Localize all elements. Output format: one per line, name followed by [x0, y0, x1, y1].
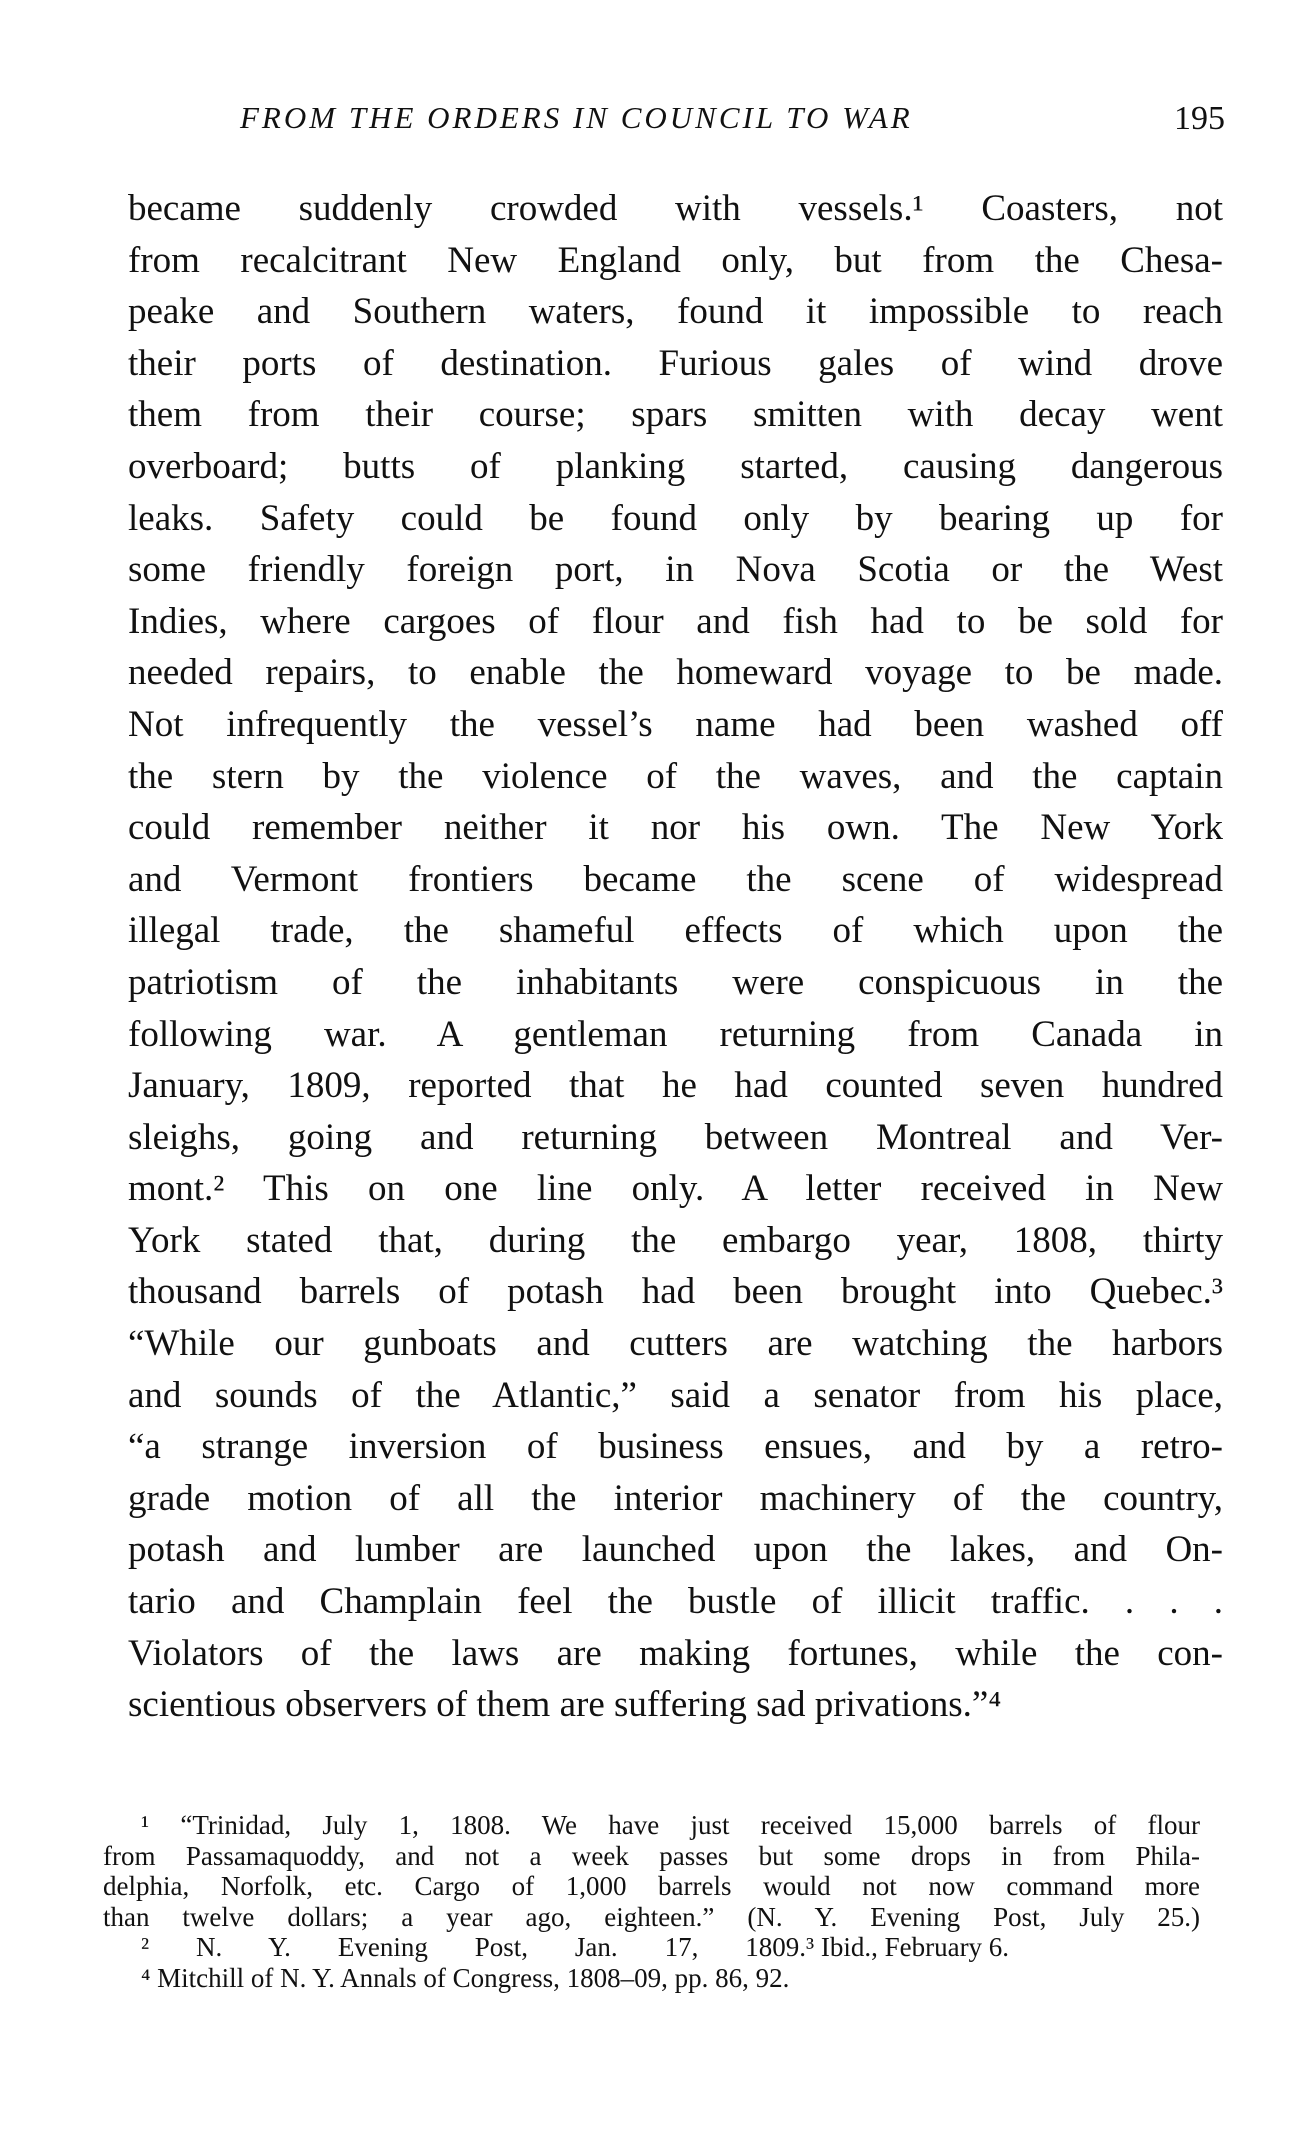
body-line: and Vermont frontiers became the scene of widespread — [128, 858, 1223, 900]
body-line: thousand barrels of potash had been brought into Quebec.³ — [128, 1271, 1223, 1313]
body-line: York stated that, during the embargo year, 1808, thirty — [128, 1219, 1223, 1261]
body-line: sleighs, going and returning between Montreal and Ver- — [128, 1116, 1223, 1158]
body-line: and sounds of the Atlantic,” said a senator from his place, — [128, 1374, 1223, 1416]
body-line: scientious observers of them are suffering sad privations.”⁴ — [128, 1684, 1002, 1726]
body-line: January, 1809, reported that he had counted seven hundred — [128, 1065, 1223, 1107]
page-number: 195 — [1174, 100, 1225, 137]
body-line: “a strange inversion of business ensues, and by a retro- — [128, 1426, 1223, 1468]
body-line: some friendly foreign port, in Nova Scotia or the West — [128, 549, 1223, 591]
footnote-2: ² N. Y. Evening Post, Jan. 17, 1809. — [141, 1932, 806, 1962]
body-line: from recalcitrant New England only, but from the Chesa- — [128, 239, 1223, 281]
footnote-1-line: from Passamaquoddy, and not a week passes but some drops in from Phila- — [103, 1840, 1200, 1871]
body-line: grade motion of all the interior machinery of the country, — [128, 1477, 1223, 1519]
body-line: leaks. Safety could be found only by bearing up for — [128, 497, 1223, 539]
body-line: their ports of destination. Furious gales of wind drove — [128, 342, 1223, 384]
body-line: the stern by the violence of the waves, and the captain — [128, 755, 1223, 797]
body-line: Violators of the laws are making fortunes, while the con- — [128, 1632, 1223, 1674]
body-line: peake and Southern waters, found it impossible to reach — [128, 291, 1223, 333]
footnote-4: ⁴ Mitchill of N. Y. Annals of Congress, 1808–09, pp. 86, 92. — [141, 1962, 790, 1993]
footnote-row — [103, 1932, 1200, 1963]
body-line: them from their course; spars smitten with decay went — [128, 394, 1223, 436]
body-line: illegal trade, the shameful effects of which upon the — [128, 910, 1223, 952]
body-line: Indies, where cargoes of flour and fish had to be sold for — [128, 600, 1223, 642]
body-line: “While our gunboats and cutters are watching the harbors — [128, 1323, 1223, 1365]
body-line: mont.² This on one line only. A letter received in New — [128, 1168, 1223, 1210]
footnote-1-line: than twelve dollars; a year ago, eighteen.” (N. Y. Evening Post, July 25.) — [103, 1901, 1200, 1932]
running-title: FROM THE ORDERS IN COUNCIL TO WAR — [240, 100, 913, 135]
body-text — [128, 183, 1223, 1731]
footnotes — [103, 1810, 1200, 1993]
footnote-1-line: delphia, Norfolk, etc. Cargo of 1,000 barrels would not now command more — [103, 1871, 1200, 1901]
body-line: tario and Champlain feel the bustle of illicit traffic. . . . — [128, 1581, 1223, 1623]
footnote-1-line: ¹ “Trinidad, July 1, 1808. We have just received 15,000 barrels of flour — [141, 1810, 1200, 1840]
body-line: became suddenly crowded with vessels.¹ Coasters, not — [128, 188, 1223, 229]
body-line: could remember neither it nor his own. The New York — [128, 807, 1223, 849]
body-line: Not infrequently the vessel’s name had been washed off — [128, 703, 1223, 745]
body-line: needed repairs, to enable the homeward voyage to be made. — [128, 652, 1223, 694]
body-line: patriotism of the inhabitants were conspicuous in the — [128, 961, 1223, 1003]
running-header — [240, 100, 1225, 150]
footnote-3: ³ Ibid., February 6. — [806, 1932, 1010, 1962]
body-line: following war. A gentleman returning from Canada in — [128, 1013, 1223, 1055]
body-line: overboard; butts of planking started, causing dangerous — [128, 445, 1223, 487]
body-line: potash and lumber are launched upon the lakes, and On- — [128, 1529, 1223, 1571]
